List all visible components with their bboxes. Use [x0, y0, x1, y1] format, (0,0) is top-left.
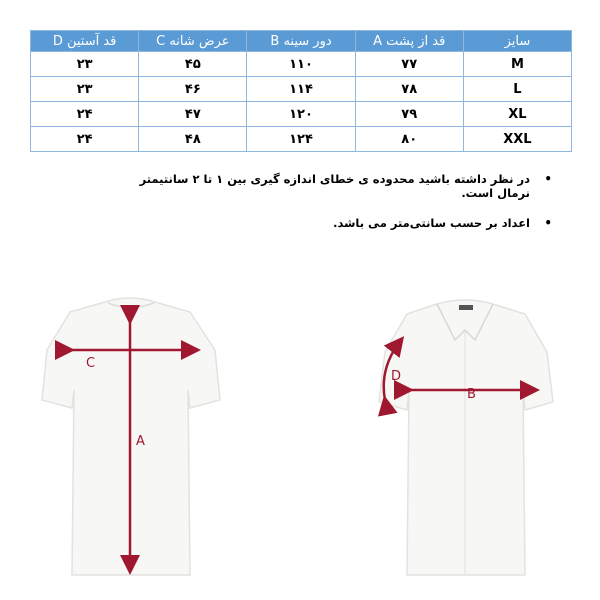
col-size: سایز — [463, 31, 571, 52]
shirt-front-figure — [365, 290, 575, 590]
table-cell: XXL — [463, 127, 571, 152]
table-cell: ۷۹ — [355, 102, 463, 127]
bullet-icon: • — [544, 172, 552, 186]
label-d: D — [391, 369, 402, 384]
table-cell: M — [463, 52, 571, 77]
col-chest: دور سینه B — [247, 31, 355, 52]
table-cell: ۴۸ — [139, 127, 247, 152]
table-cell: ۱۱۰ — [247, 52, 355, 77]
table-row — [31, 127, 572, 152]
table-cell: ۱۲۴ — [247, 127, 355, 152]
table-cell: ۲۴ — [31, 102, 139, 127]
col-sleeve: قد آستین D — [31, 31, 139, 52]
size-table — [30, 30, 572, 152]
table-cell: ۲۳ — [31, 52, 139, 77]
bullet-icon: • — [544, 216, 552, 230]
table-cell: ۴۶ — [139, 77, 247, 102]
label-c: C — [86, 356, 96, 371]
shirt-back-figure — [30, 290, 240, 590]
table-cell: ۴۵ — [139, 52, 247, 77]
label-b: B — [467, 387, 476, 402]
table-header-row — [31, 31, 572, 52]
note-text: اعداد بر حسب سانتی‌متر می باشد. — [333, 216, 530, 230]
note-item — [112, 172, 552, 200]
notes-list — [112, 172, 552, 246]
label-a: A — [136, 434, 145, 449]
table-row — [31, 77, 572, 102]
table-cell: ۲۳ — [31, 77, 139, 102]
table-cell: ۸۰ — [355, 127, 463, 152]
table-cell: ۲۴ — [31, 127, 139, 152]
table-row — [31, 52, 572, 77]
table-cell: ۴۷ — [139, 102, 247, 127]
table-cell: ۱۱۴ — [247, 77, 355, 102]
table-cell: XL — [463, 102, 571, 127]
note-text: در نظر داشته باشید محدوده ی خطای اندازه گیری بین ۱ تا ۲ سانتیمتر نرمال است. — [139, 172, 530, 200]
brand-tag-icon — [459, 305, 473, 310]
shirt-front-icon — [379, 300, 553, 575]
table-cell: ۷۸ — [355, 77, 463, 102]
table-cell: L — [463, 77, 571, 102]
col-back-length: قد از پشت A — [355, 31, 463, 52]
table-cell: ۷۷ — [355, 52, 463, 77]
table-row — [31, 102, 572, 127]
table-cell: ۱۲۰ — [247, 102, 355, 127]
col-shoulder: عرض شانه C — [139, 31, 247, 52]
note-item — [112, 216, 552, 230]
